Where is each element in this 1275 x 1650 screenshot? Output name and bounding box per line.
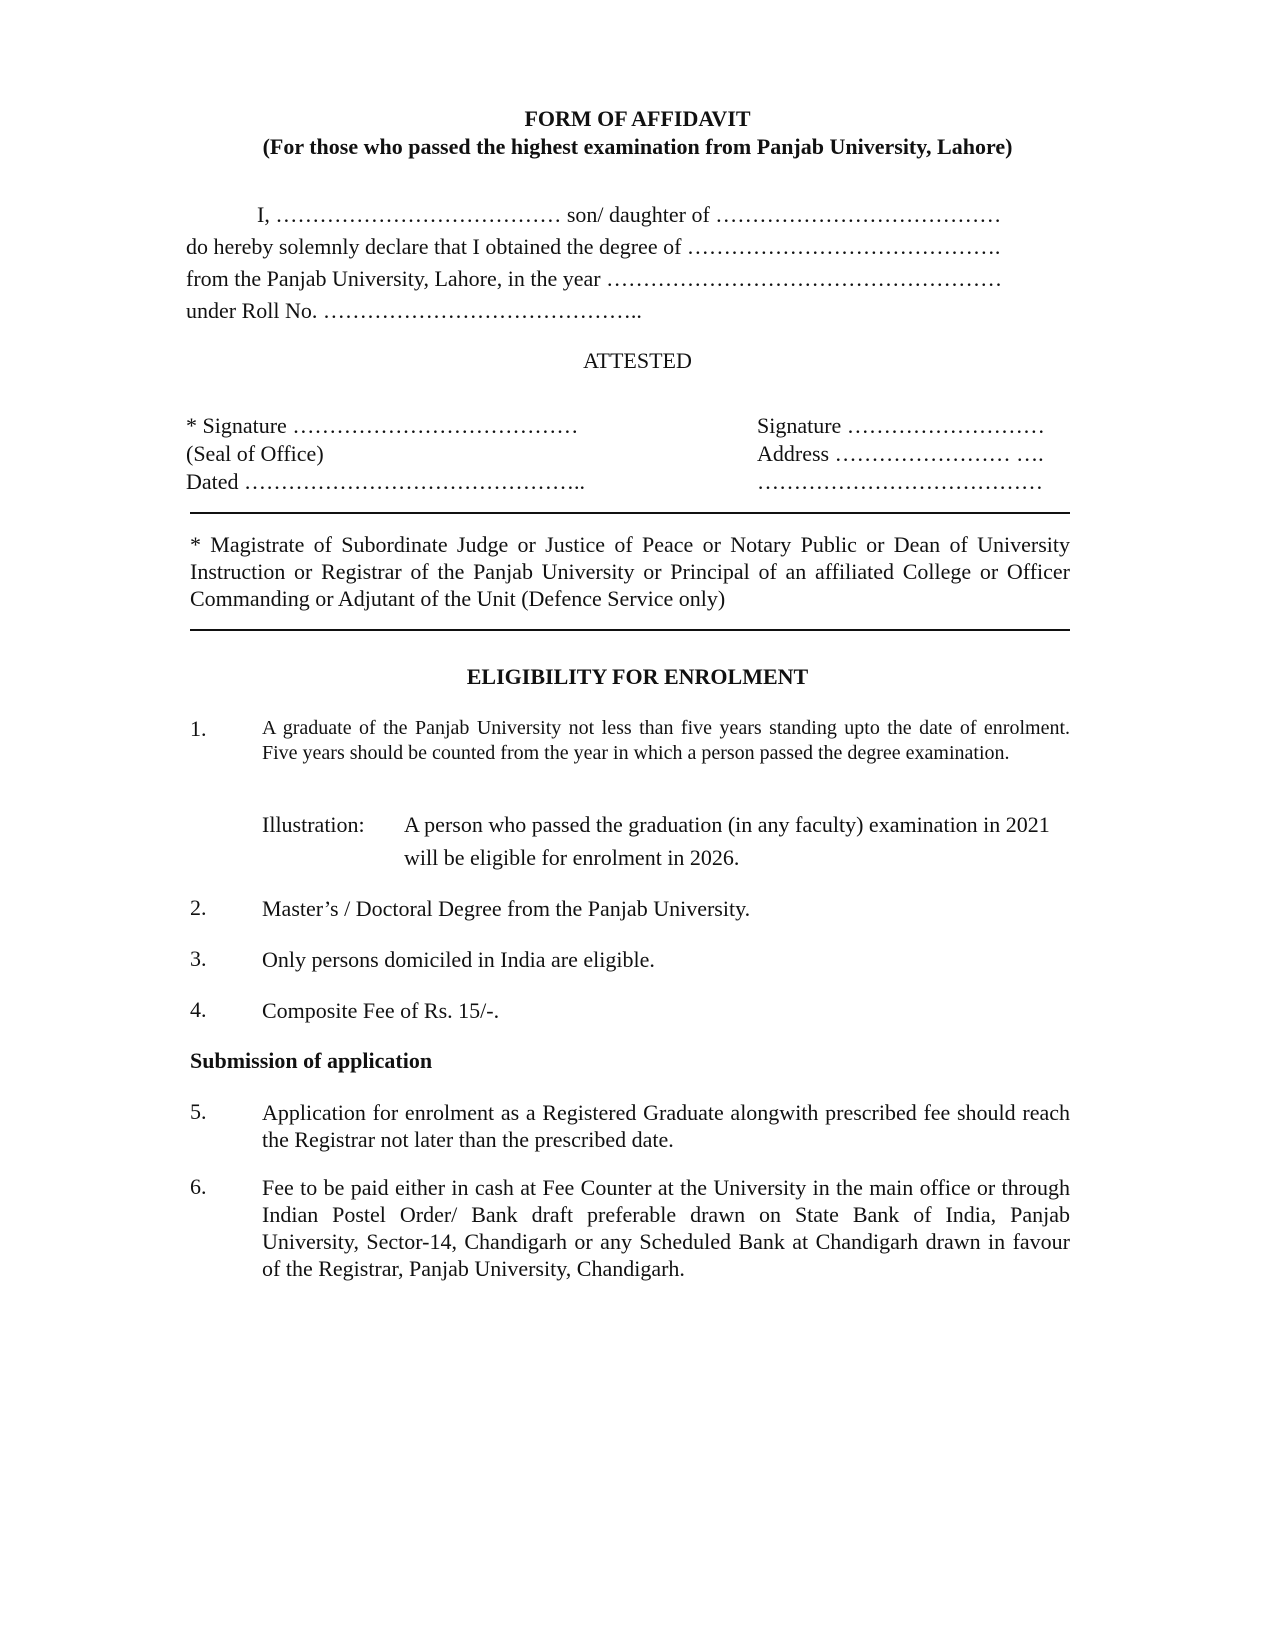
item-number: 5. xyxy=(190,1099,207,1124)
item-number: 6. xyxy=(190,1174,207,1199)
declaration-line-2: do hereby solemnly declare that I obtained the degree of ……………………………………. xyxy=(186,234,1001,259)
deponent-address: Address …………………… …. xyxy=(757,441,1044,466)
deponent-signature: Signature ……………………… xyxy=(757,413,1045,438)
item-number: 4. xyxy=(190,997,207,1022)
submission-item-text: Fee to be paid either in cash at Fee Counter at the University in the main office or through Indian Postel Order/ Bank draft preferable drawn on State Bank of India, Panjab University, Sector-14, Chandigarh or any Scheduled Bank at Chandigarh drawn in favour of the Registrar, Panjab University, Chandigarh. xyxy=(262,1175,1070,1281)
illustration-text: A person who passed the graduation (in any faculty) examination in 2021 will be eligible for enrolment in 2026. xyxy=(404,812,1050,870)
eligibility-item-text: Master’s / Doctoral Degree from the Panjab University. xyxy=(262,896,751,921)
item-number: 3. xyxy=(190,946,207,971)
deponent-address-continued: ………………………………… xyxy=(757,469,1043,494)
declaration-line-3: from the Panjab University, Lahore, in the year ……………………………………………… xyxy=(186,266,1003,291)
eligibility-item-text: Only persons domiciled in India are eligible. xyxy=(262,947,655,972)
item-number: 2. xyxy=(190,895,207,920)
submission-heading: Submission of application xyxy=(190,1048,433,1073)
eligibility-item-text: A graduate of the Panjab University not less than five years standing upto the date of enrolment. Five years should be counted from the year in which a person passed the degree examination. xyxy=(262,717,1070,764)
declaration-line-4: under Roll No. …………………………………….. xyxy=(186,298,642,323)
form-title: FORM OF AFFIDAVIT xyxy=(524,106,751,131)
eligibility-heading: ELIGIBILITY FOR ENROLMENT xyxy=(466,664,809,689)
dated-field: Dated ……………………………………….. xyxy=(186,469,586,494)
attested-label: ATTESTED xyxy=(583,348,692,373)
divider-bottom xyxy=(190,629,1070,631)
illustration-label: Illustration: xyxy=(262,812,365,837)
seal-of-office: (Seal of Office) xyxy=(186,441,324,466)
form-subtitle: (For those who passed the highest examination from Panjab University, Lahore) xyxy=(262,134,1013,159)
eligibility-item-text: Composite Fee of Rs. 15/-. xyxy=(262,998,500,1023)
attesting-authority-footnote: * Magistrate of Subordinate Judge or Justice of Peace or Notary Public or Dean of University Instruction or Registrar of the Panjab University or Principal of an affiliated College or Officer Commanding or Adjutant of the Unit (Defence Service only) xyxy=(190,532,1070,611)
item-number: 1. xyxy=(190,716,207,741)
attesting-officer-signature: * Signature ………………………………… xyxy=(186,413,579,438)
divider-top xyxy=(190,512,1070,514)
submission-item-text: Application for enrolment as a Registered Graduate alongwith prescribed fee should reach the Registrar not later than the prescribed date. xyxy=(262,1100,1070,1152)
declaration-line-1: I, ………………………………… son/ daughter of ………………………………… xyxy=(257,202,1002,227)
